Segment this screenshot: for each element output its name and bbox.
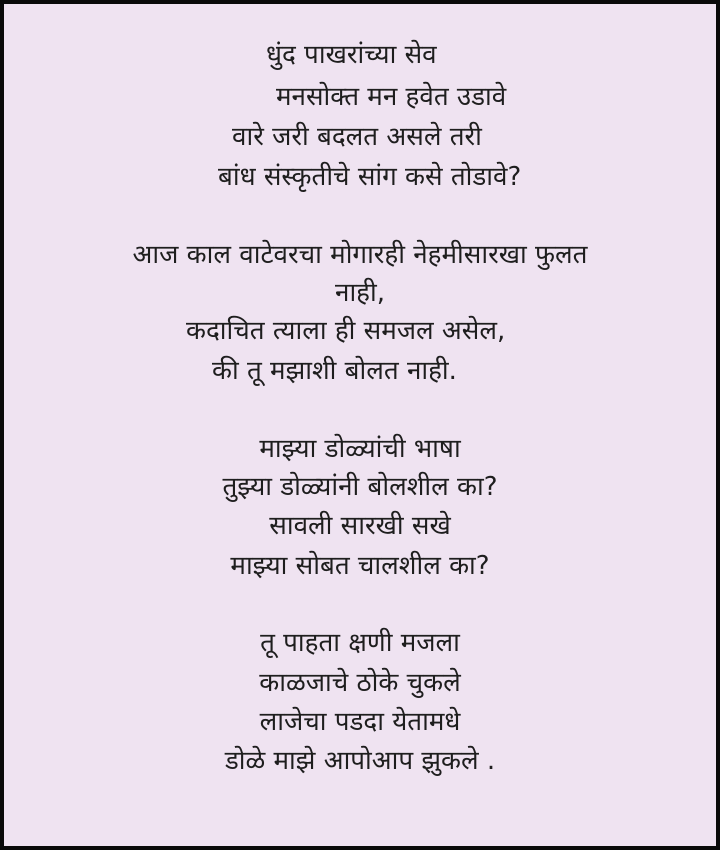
poem-line: मनसोक्त मन हवेत उडावे: [276, 82, 507, 112]
poem-line: काळजाचे ठोके चुकले: [259, 668, 461, 698]
poem-line: वारे जरी बदलत असले तरी: [232, 122, 482, 152]
poem-line: बांध संस्कृतीचे सांग कसे तोडावे?: [218, 162, 522, 192]
poem-line: माझ्या डोळ्यांची भाषा: [259, 434, 461, 464]
poem-line: धुंद पाखरांच्या सेव: [266, 40, 437, 70]
poem-line: माझ्या सोबत चालशील का?: [230, 551, 490, 581]
poem-line: की तू मझाशी बोलत नाही.: [212, 356, 457, 386]
poem-line: कदाचित त्याला ही समजल असेल,: [186, 316, 506, 346]
poem-line: सावली सारखी सखे: [269, 511, 451, 541]
poem-line: लाजेचा पडदा येतामधे: [259, 707, 461, 737]
poem-body: [4, 4, 716, 846]
poem-line: डोळे माझे आपोआप झुकले .: [224, 746, 496, 776]
poem-line: नाही,: [335, 278, 385, 308]
poem-line: आज काल वाटेवरचा मोगारही नेहमीसारखा फुलत: [132, 240, 588, 270]
poem-line: तुझ्या डोळ्यांनी बोलशील का?: [222, 472, 498, 502]
poem-line: तू पाहता क्षणी मजला: [260, 628, 460, 658]
